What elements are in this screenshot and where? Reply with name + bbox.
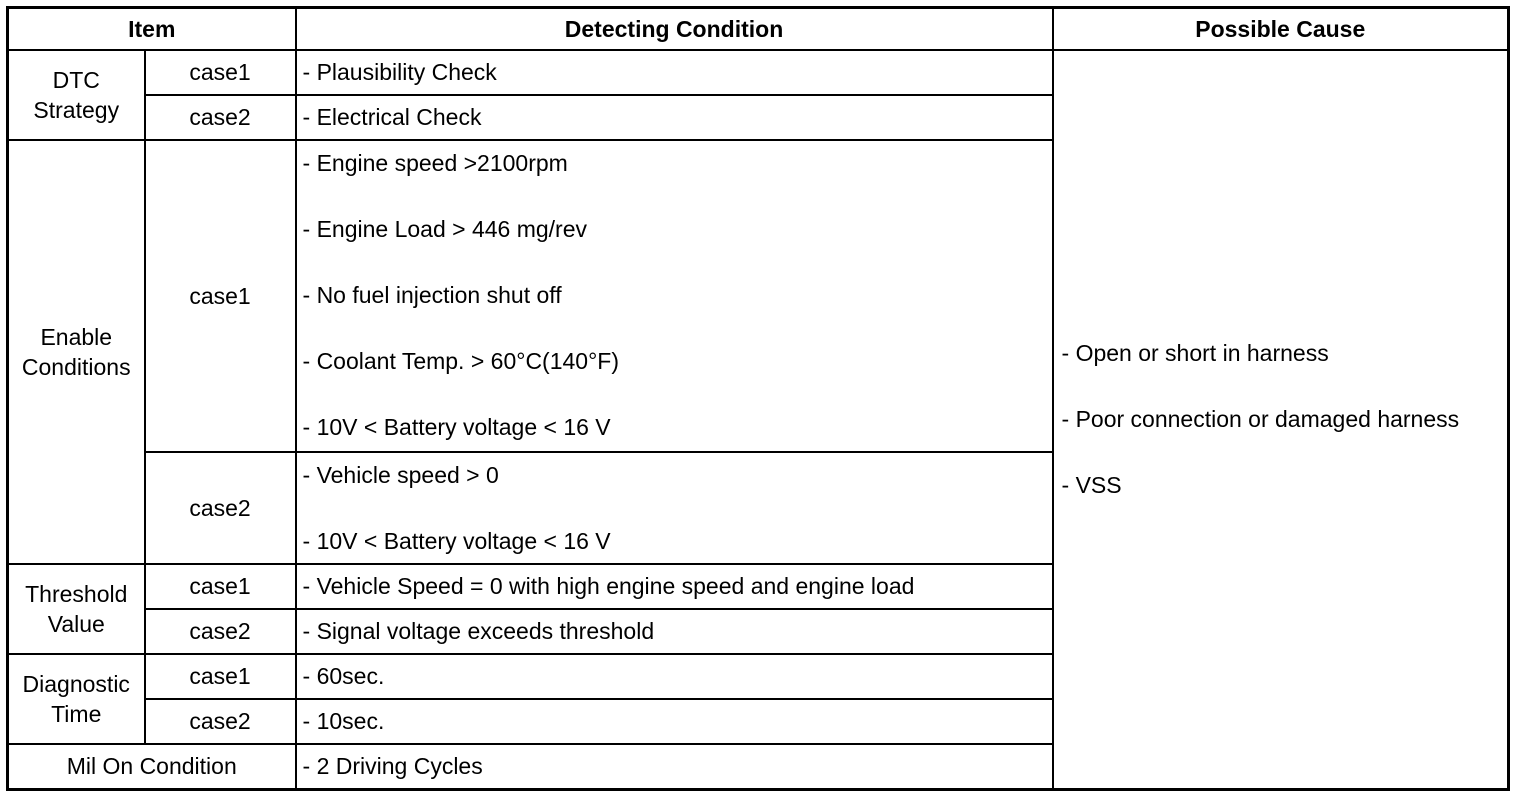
item-mil-on-condition: Mil On Condition — [8, 744, 296, 790]
item-label-line: Enable — [40, 323, 113, 350]
condition-cell: - Plausibility Check — [296, 50, 1053, 95]
item-label-line: DTC — [52, 66, 100, 93]
table-row — [8, 50, 1509, 95]
condition-list — [303, 453, 1052, 556]
item-enable-conditions — [8, 140, 145, 564]
case-label: case1 — [145, 654, 296, 699]
list-item: - 10V < Battery voltage < 16 V — [302, 527, 611, 554]
list-item: - No fuel injection shut off — [302, 281, 562, 308]
condition-cell: - Electrical Check — [296, 95, 1053, 140]
list-item: - Open or short in harness — [1061, 340, 1329, 367]
item-label-line: Strategy — [33, 96, 120, 123]
case-label: case2 — [145, 699, 296, 744]
condition-cell: - 2 Driving Cycles — [296, 744, 1053, 790]
possible-cause-cell — [1053, 50, 1509, 790]
list-item: - Coolant Temp. > 60°C(140°F) — [302, 347, 619, 374]
case-label: case2 — [145, 609, 296, 654]
item-label-line: Value — [47, 610, 105, 637]
header-item: Item — [8, 8, 296, 50]
possible-cause-list — [1062, 338, 1508, 500]
dtc-detecting-condition-table — [6, 6, 1510, 791]
list-item: - VSS — [1061, 472, 1122, 499]
header-detecting-condition: Detecting Condition — [296, 8, 1053, 50]
condition-cell: - 10sec. — [296, 699, 1053, 744]
condition-cell — [296, 452, 1053, 564]
case-label: case2 — [145, 95, 296, 140]
item-label-line: Time — [51, 700, 102, 727]
item-label-line: Conditions — [21, 353, 131, 380]
list-item: - Engine speed >2100rpm — [302, 149, 568, 176]
list-item: - Poor connection or damaged harness — [1061, 406, 1460, 433]
item-label-line: Threshold — [25, 580, 128, 607]
header-row — [8, 8, 1509, 50]
item-diagnostic-time — [8, 654, 145, 744]
condition-list — [303, 141, 1052, 442]
condition-cell: - Vehicle Speed = 0 with high engine speed and engine load — [296, 564, 1053, 609]
list-item: - Vehicle speed > 0 — [302, 461, 499, 488]
case-label: case2 — [145, 452, 296, 564]
item-label-line: Diagnostic — [22, 670, 130, 697]
item-threshold-value — [8, 564, 145, 654]
case-label: case1 — [145, 50, 296, 95]
condition-cell: - Signal voltage exceeds threshold — [296, 609, 1053, 654]
case-label: case1 — [145, 140, 296, 452]
header-possible-cause: Possible Cause — [1053, 8, 1509, 50]
case-label: case1 — [145, 564, 296, 609]
list-item: - Engine Load > 446 mg/rev — [302, 215, 588, 242]
item-dtc-strategy — [8, 50, 145, 140]
condition-cell: - 60sec. — [296, 654, 1053, 699]
condition-cell — [296, 140, 1053, 452]
list-item: - 10V < Battery voltage < 16 V — [302, 413, 611, 440]
